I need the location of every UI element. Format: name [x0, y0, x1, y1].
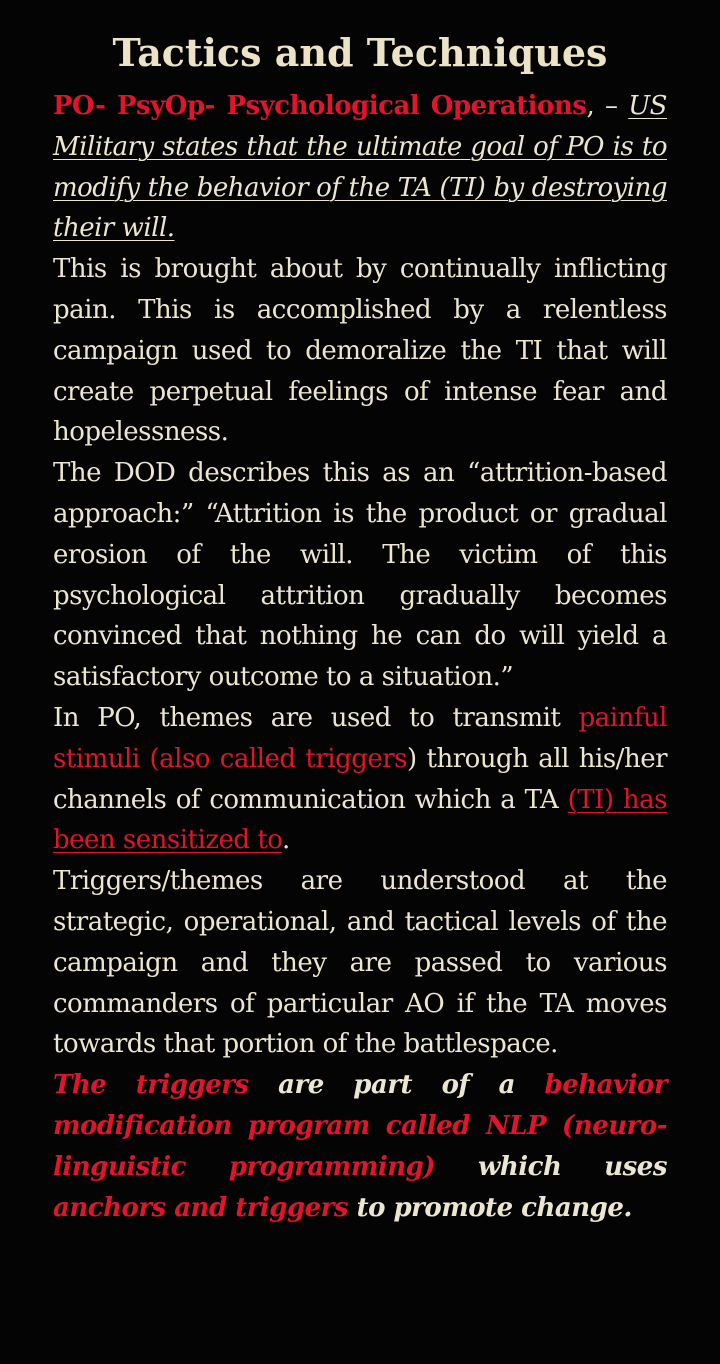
military-goal-quote: US Military states that the ultimate goal of PO is to modify the behavior of the TA (TI) by destroying their will. — [53, 91, 667, 244]
painful-stimuli-highlight: painful stimuli (also called triggers — [53, 702, 667, 774]
nlp-program-highlight: behavior modification program called NLP (neuro-linguistic programming) — [53, 1070, 668, 1182]
themes-text-2: ) through all his/her channels of communication which a TA — [53, 743, 668, 815]
nlp-text-2: which uses — [435, 1151, 667, 1182]
paragraph-themes — [53, 698, 667, 861]
paragraph-attrition: The DOD describes this as an “attrition-based approach:” “Attrition is the product or gradual erosion of the will. The victim of this psychological attrition gradually becomes convinced that nothing he can do will yield a satisfactory outcome to a situation.” — [53, 458, 667, 693]
themes-text-1: In PO, themes are used to transmit — [53, 702, 579, 733]
psyop-term-dash: , – — [586, 91, 618, 121]
paragraph-psyop-definition — [53, 86, 667, 249]
paragraph-triggers-levels: Triggers/themes are understood at the strategic, operational, and tactical levels of the campaign and they are passed to various commanders of particular AO if the TA moves towards that portion of the battlespace. — [53, 866, 667, 1060]
paragraph-nlp — [53, 1065, 667, 1228]
anchors-triggers-highlight: anchors and triggers — [53, 1192, 349, 1223]
triggers-highlight: The triggers — [53, 1070, 249, 1101]
paragraph-inflicting-pain: This is brought about by continually inflicting pain. This is accomplished by a relentless campaign used to demoralize the TI that will create perpetual feelings of intense fear and hopelessness. — [53, 254, 667, 448]
sensitized-link[interactable]: (TI) has been sensitized to — [53, 784, 667, 856]
nlp-text-3: to promote change. — [348, 1192, 632, 1223]
document-body — [53, 86, 667, 1228]
nlp-text-1: are part of a — [248, 1070, 545, 1101]
page-title: Tactics and Techniques — [112, 30, 608, 75]
themes-text-3: . — [281, 825, 290, 856]
psyop-term: PO- PsyOp- Psychological Operations — [53, 91, 587, 121]
